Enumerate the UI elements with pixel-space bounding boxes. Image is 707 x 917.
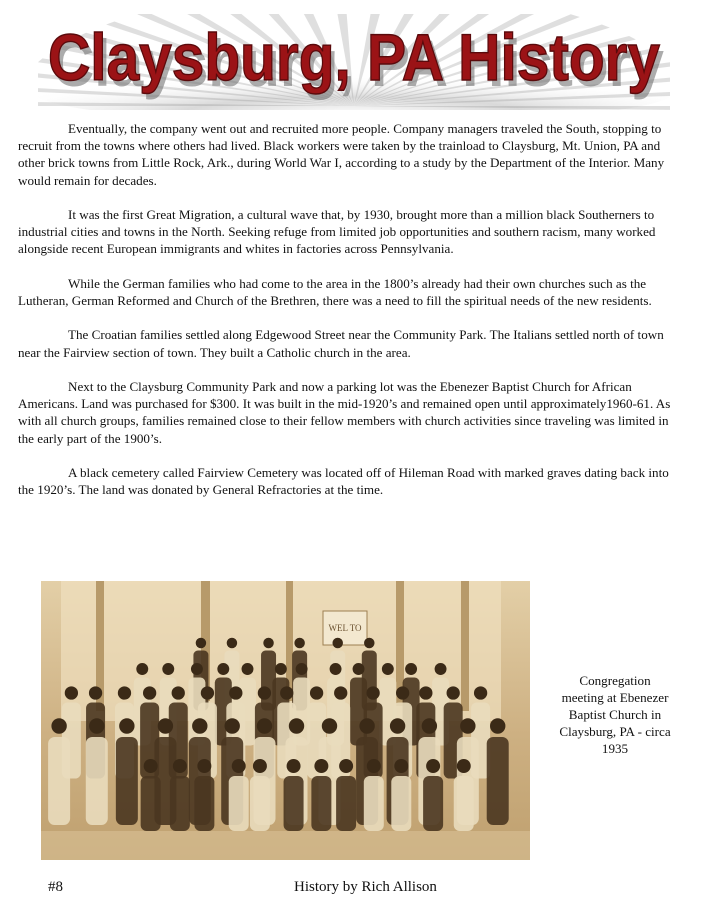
person-head [367,759,381,773]
person-head [89,718,104,733]
person-head [460,718,475,733]
person-head [359,718,374,733]
person-head [51,718,66,733]
person-head [334,686,347,699]
paragraph: While the German families who had come to the area in the 1800’s already had their own churches such as the Lutheran, German Reformed and Church of the Brethren, there was a need to fill the spiritual needs of the new residents. [18,275,652,308]
person-body [141,776,161,831]
person-body [48,737,70,825]
person-head [394,759,408,773]
person-head [457,759,471,773]
person-head [118,686,131,699]
person-body [284,776,304,831]
person-head [144,759,158,773]
author-credit: History by Rich Allison [294,879,437,895]
person-head [89,686,102,699]
paragraph: Eventually, the company went out and recruited more people. Company managers traveled the South, stopping to recruit from the towns where others had lived. Black workers were taken by the trainload to Claysburg, Mt. Union, PA and other brick towns from Little Rock, Ark., during World War I, according to a study by the Department of the Interior. Many would remain for decades. [18,121,665,188]
person-head [119,718,134,733]
person-head [136,663,148,675]
person-head [197,759,211,773]
person-head [253,759,267,773]
person-body [86,737,108,825]
caption-line: Claysburg, PA - circa [559,724,671,739]
person-head [196,638,207,649]
person-head [364,638,375,649]
person-head [275,663,287,675]
person-head [257,718,272,733]
person-head [217,663,229,675]
person-head [426,759,440,773]
person-head [280,686,293,699]
person-head [447,686,460,699]
person-head [201,686,214,699]
person-head [422,718,437,733]
person-head [322,718,337,733]
person-body [170,776,190,831]
church-sign-text: WEL TO [328,623,362,633]
person-body [116,737,138,825]
article-body [18,120,682,516]
person-head [314,759,328,773]
caption-line: meeting at Ebenezer [561,690,669,705]
person-head [405,663,417,675]
caption-line: Congregation [579,673,651,688]
person-head [191,663,203,675]
person-body [454,776,474,831]
person-head [294,638,305,649]
paragraph: It was the first Great Migration, a cultural wave that, by 1930, brought more than a million black Southerners to industrial cities and towns in the North. Seeking refuge from limited job opportunities and southern racism, many worked alongside recent European immigrants and whites in factories across Pennsylvania. [18,207,656,257]
paragraph: Next to the Claysburg Community Park and now a parking lot was the Ebenezer Baptist Church for African Americans. Land was purchased for $300. It was built in the mid-1920’s and remained open until approximately1960-61. As with all church groups, families remained close to their fellow members with church activities since traveling was limited in the early part of the 1900’s. [18,378,671,446]
person-head [172,686,185,699]
person-head [310,686,323,699]
person-head [366,686,379,699]
person-head [162,663,174,675]
person-head [65,686,78,699]
person-head [490,718,505,733]
person-head [396,686,409,699]
person-head [263,638,274,649]
title-shadow: Claysburg, PA History [52,26,665,100]
person-body [336,776,356,831]
person-body [391,776,411,831]
person-head [435,663,447,675]
person-body [423,776,443,831]
person-head [232,759,246,773]
person-body [487,737,509,825]
page-number: #8 [48,879,63,895]
congregation-photo [41,581,530,860]
person-body [364,776,384,831]
person-head [390,718,405,733]
person-head [227,638,238,649]
page-header [38,14,670,110]
person-head [225,718,240,733]
title-banner [38,14,670,110]
paragraph: The Croatian families settled along Edgewood Street near the Community Park. The Italians settled north of town near the Fairview section of town. They built a Catholic church in the area. [18,327,664,360]
person-head [330,663,342,675]
person-head [382,663,394,675]
person-body [250,776,270,831]
person-head [158,718,173,733]
person-head [143,686,156,699]
person-head [474,686,487,699]
paragraph: A black cemetery called Fairview Cemetery was located off of Hileman Road with marked graves dating back into the 1920’s. The land was donated by General Refractories at the time. [18,464,669,498]
person-head [242,663,254,675]
caption-line: 1935 [601,741,629,756]
person-head [419,686,432,699]
person-head [296,663,308,675]
person-head [287,759,301,773]
person-head [173,759,187,773]
person-head [229,686,242,699]
person-head [258,686,271,699]
person-head [192,718,207,733]
photo-ground [41,831,530,860]
person-head [353,663,365,675]
photo-caption [532,672,698,757]
person-body [229,776,249,831]
page-title: Claysburg, PA History [48,20,661,94]
person-body [194,776,214,831]
caption-line: Baptist Church in [568,707,662,722]
person-head [339,759,353,773]
person-head [289,718,304,733]
person-body [311,776,331,831]
person-head [332,638,343,649]
photo-image [41,581,530,860]
